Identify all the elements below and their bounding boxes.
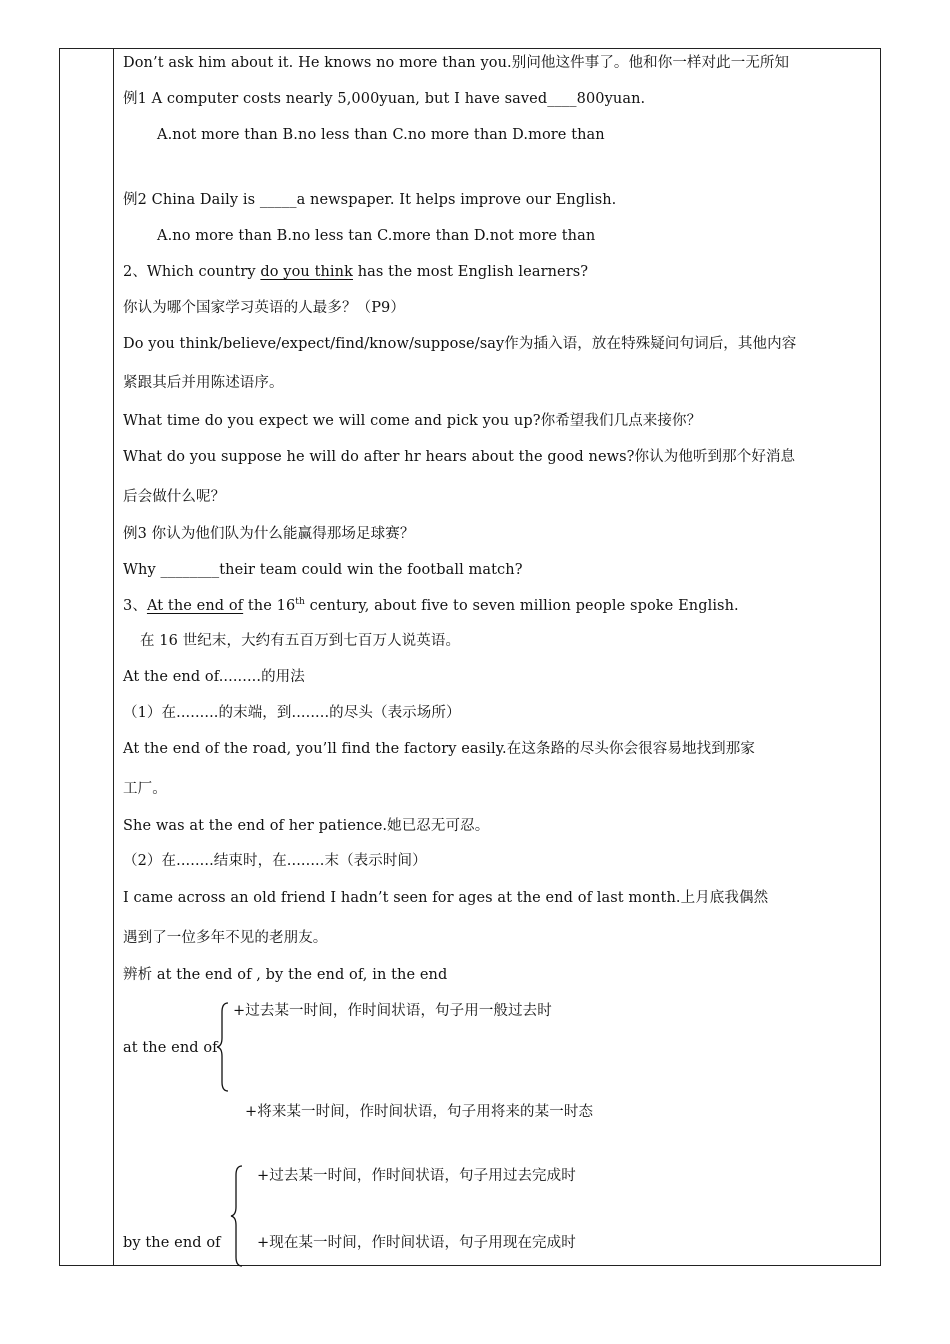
by-end-past-rule: +过去某一时间，作时间状语，句子用过去完成时 (257, 1168, 576, 1184)
example-1-options: A.not more than B.no less than C.no more than D.more than (157, 127, 605, 143)
usage-2-example: I came across an old friend I hadn’t seen for ages at the end of last month.上月底我偶然 (123, 890, 769, 906)
usage-1-example-b: She was at the end of her patience.她已忍无可忍。 (123, 818, 490, 834)
point-3-superscript: th (295, 597, 305, 608)
brace-at-end (214, 1000, 234, 1094)
usage-1-example-a: At the end of the road, you’ll find the factory easily.在这条路的尽头你会很容易地找到那家 (123, 741, 755, 757)
at-end-label: at the end of (123, 1040, 218, 1056)
point-2-underlined: do you think (260, 264, 353, 280)
point-3-suffix: century, about five to seven million people spoke English. (304, 598, 739, 614)
comparison-heading: 辨析 at the end of , by the end of, in the end (123, 967, 448, 983)
point-2-suffix: has the most English learners? (353, 264, 589, 280)
usage-2-example-cont: 遇到了一位多年不见的老朋友。 (123, 930, 328, 946)
usage-heading: At the end of.........的用法 (123, 669, 305, 685)
point-3-prefix: 3、 (123, 598, 147, 614)
point-2-example-b-cont: 后会做什么呢？ (123, 489, 226, 505)
point-2-example-b: What do you suppose he will do after hr hears about the good news?你认为他听到那个好消息 (123, 449, 796, 465)
point-2-example-a: What time do you expect we will come and pick you up?你希望我们几点来接你？ (123, 413, 702, 429)
example-1-question: 例1 A computer costs nearly 5,000yuan, but I have saved____800yuan. (123, 91, 646, 107)
at-end-future-rule: +将来某一时间，作时间状语，句子用将来的某一时态 (245, 1104, 594, 1120)
example-2-options: A.no more than B.no less tan C.more than D.not more than (157, 228, 596, 244)
brace-by-end (228, 1163, 248, 1269)
point-3-mid: the 16 (243, 598, 296, 614)
by-end-label: by the end of (123, 1235, 221, 1251)
by-end-present-rule: +现在某一时间，作时间状语，句子用现在完成时 (257, 1235, 576, 1251)
point-2-rule: Do you think/believe/expect/find/know/suppose/say作为插入语，放在特殊疑问句词后，其他内容 (123, 336, 797, 352)
point-2-prefix: 2、Which country (123, 264, 261, 280)
point-2-sentence (123, 263, 588, 281)
usage-1-example-a-cont: 工厂。 (123, 781, 167, 797)
usage-2-heading: （2）在........结束时，在........末（表示时间） (123, 853, 427, 869)
point-3-underlined: At the end of (146, 598, 244, 614)
line-dont-ask: Don’t ask him about it. He knows no more than you.别问他这件事了。他和你一样对此一无所知 (123, 55, 790, 71)
point-3-translation: 在 16 世纪末，大约有五百万到七百万人说英语。 (140, 633, 461, 649)
usage-1-heading: （1）在.........的末端，到........的尽头（表示场所） (123, 705, 461, 721)
example-3-english: Why ________their team could win the football match? (123, 562, 523, 578)
point-2-translation: 你认为哪个国家学习英语的人最多？（P9） (123, 300, 405, 316)
column-divider (113, 48, 114, 1266)
point-2-rule-cont: 紧跟其后并用陈述语序。 (123, 375, 284, 391)
point-3-sentence (123, 597, 739, 615)
example-2-question: 例2 China Daily is _____a newspaper. It helps improve our English. (123, 192, 617, 208)
at-end-past-rule: +过去某一时间，作时间状语，句子用一般过去时 (233, 1003, 552, 1019)
example-3-chinese: 例3 你认为他们队为什么能赢得那场足球赛？ (123, 526, 415, 542)
